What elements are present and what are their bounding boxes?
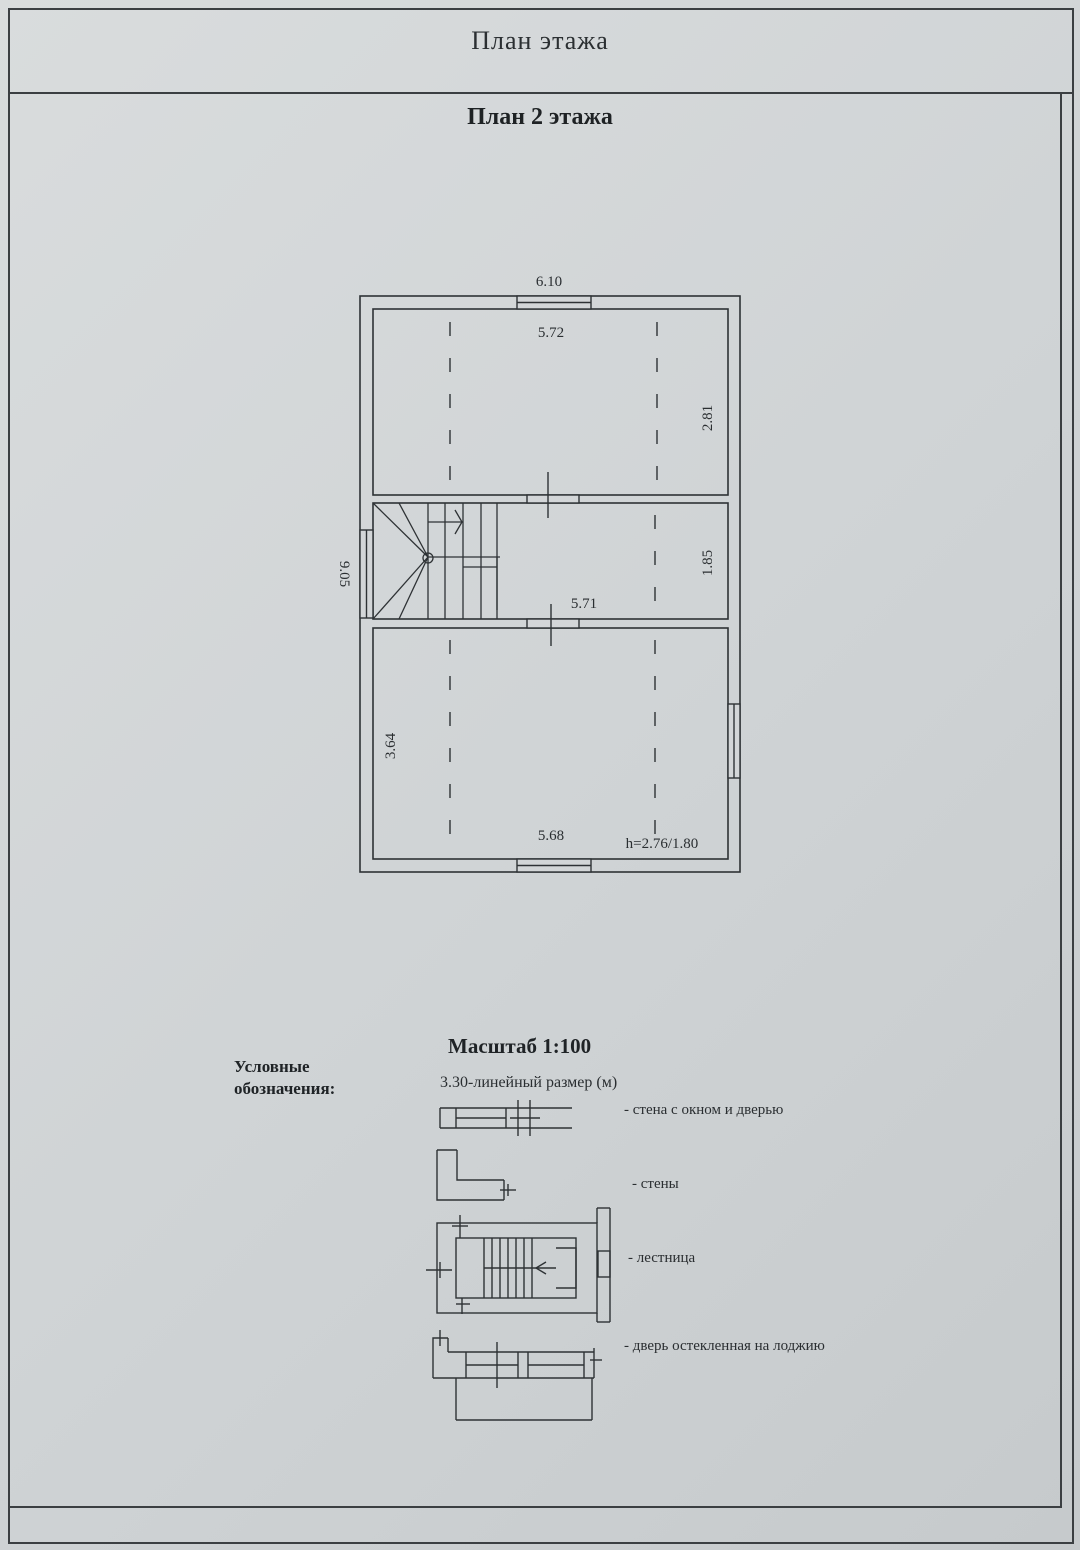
dim-bottom-room-depth: 3.64 bbox=[383, 732, 399, 760]
legend-symbol-glazed-door bbox=[433, 1330, 602, 1420]
door-top-room bbox=[527, 495, 579, 503]
legend-heading-line1: Условные bbox=[234, 1057, 310, 1076]
dim-ceiling-height: h=2.76/1.80 bbox=[625, 836, 699, 852]
legend-label-walls: - стены bbox=[632, 1176, 679, 1192]
legend-dimension-note: 3.30-линейный размер (м) bbox=[440, 1074, 618, 1091]
door-bottom-room bbox=[527, 619, 579, 628]
dim-top-room-depth: 2.81 bbox=[700, 404, 716, 432]
dim-top-room-width: 5.72 bbox=[537, 325, 565, 341]
legend-symbol-walls bbox=[437, 1150, 516, 1200]
dim-overall-width: 6.10 bbox=[535, 274, 563, 290]
exterior-wall bbox=[360, 296, 740, 872]
dim-hall-depth: 1.85 bbox=[700, 549, 716, 577]
dim-bottom-room-width: 5.68 bbox=[537, 828, 565, 844]
legend-label-staircase: - лестница bbox=[628, 1250, 696, 1266]
legend-label-wall-window-door: - стена с окном и дверью bbox=[624, 1102, 784, 1118]
scale-label: Масштаб 1:100 bbox=[448, 1034, 592, 1058]
staircase-symbol bbox=[373, 503, 500, 619]
legend-symbol-wall-window-door bbox=[440, 1100, 572, 1136]
plan-title: План 2 этажа bbox=[467, 104, 613, 130]
legend-label-glazed-door: - дверь остекленная на лоджию bbox=[624, 1338, 825, 1354]
header-title: План этажа bbox=[471, 26, 609, 55]
legend-heading-line2: обозначения: bbox=[234, 1079, 336, 1098]
bottom-room bbox=[373, 628, 728, 859]
legend-symbol-staircase bbox=[426, 1208, 610, 1322]
dim-overall-length: 9.05 bbox=[336, 560, 352, 588]
dim-hall-width: 5.71 bbox=[570, 596, 598, 612]
